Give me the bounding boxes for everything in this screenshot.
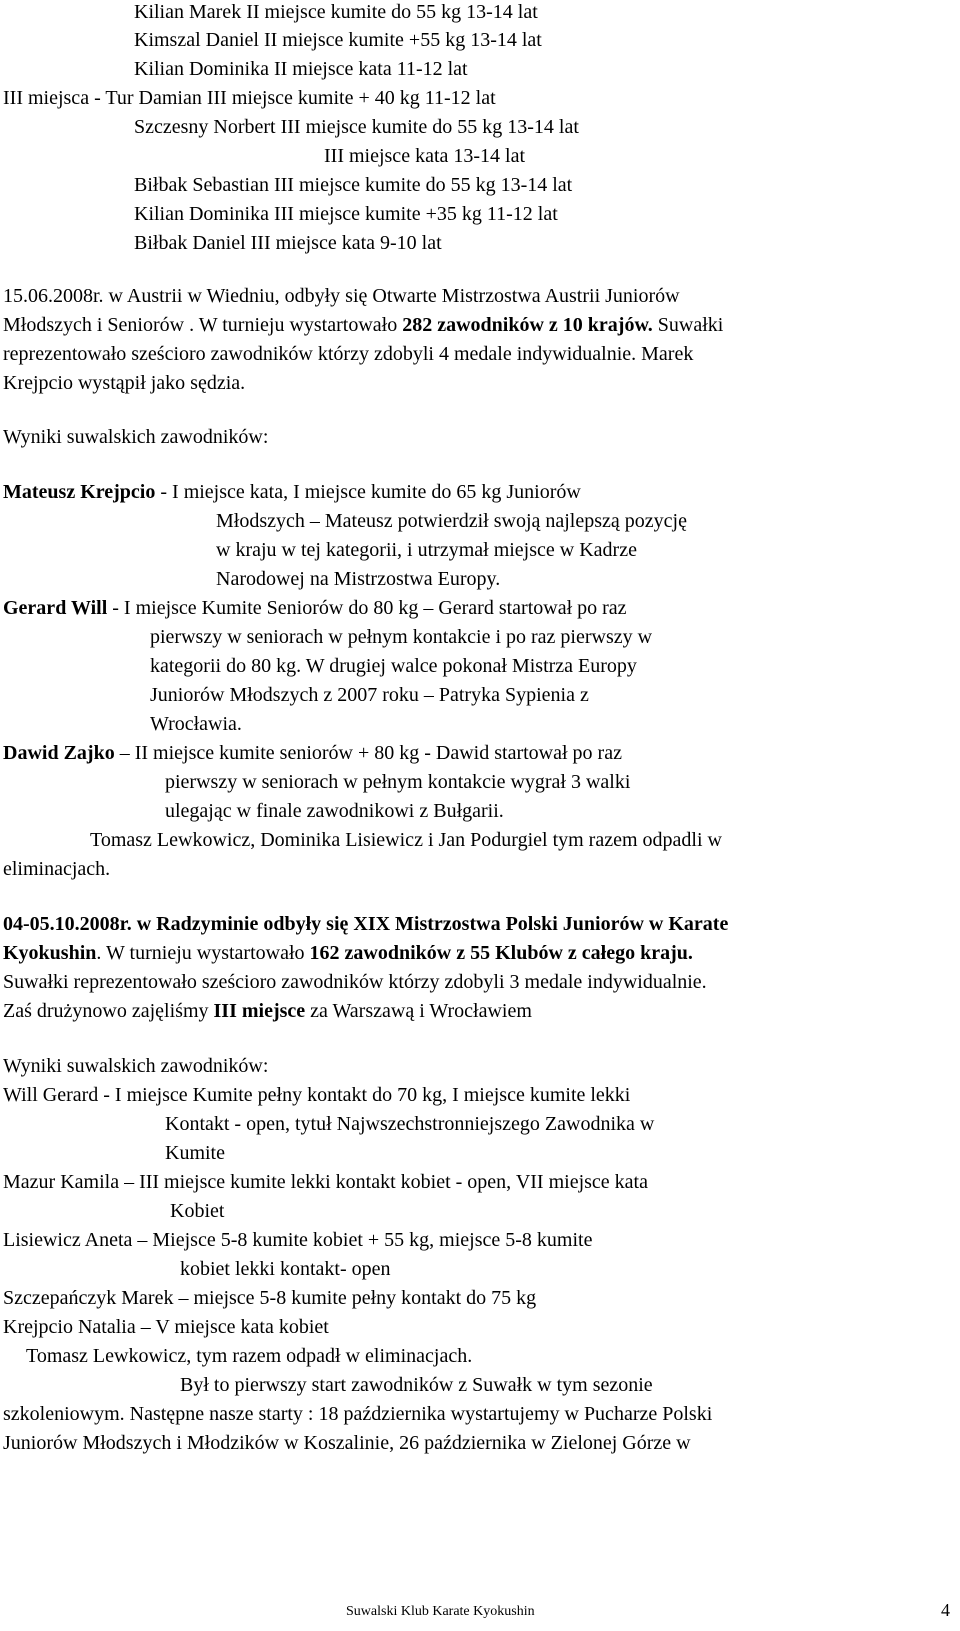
paragraph-line: szkoleniowym. Następne nasze starty : 18 października wystartujemy w Pucharze Polski: [3, 1403, 713, 1425]
result-entry-cont: Narodowej na Mistrzostwa Europy.: [216, 568, 501, 590]
paragraph-line: Zaś drużynowo zajęliśmy III miejsce za Warszawą i Wrocławiem: [3, 1000, 532, 1022]
result-entry-cont: Kumite: [165, 1142, 225, 1164]
page-number: 4: [941, 1600, 950, 1620]
section-title: 04-05.10.2008r. w Radzyminie odbyły się XIX Mistrzostwa Polski Juniorów w Karate: [3, 913, 729, 935]
paragraph-line: eliminacjach.: [3, 858, 111, 880]
result-entry: Lisiewicz Aneta – Miejsce 5-8 kumite kobiet + 55 kg, miejsce 5-8 kumite: [3, 1229, 593, 1251]
result-entry: Will Gerard - I miejsce Kumite pełny kontakt do 70 kg, I miejsce kumite lekki: [3, 1084, 631, 1106]
result-entry-cont: pierwszy w seniorach w pełnym kontakcie wygrał 3 walki: [165, 771, 631, 793]
paragraph-line: Młodszych i Seniorów . W turnieju wystartowało 282 zawodników z 10 krajów. Suwałki: [3, 314, 724, 336]
result-line: Kilian Dominika II miejsce kata 11-12 lat: [134, 58, 468, 80]
result-entry-cont: pierwszy w seniorach w pełnym kontakcie i po raz pierwszy w: [150, 626, 653, 648]
paragraph-line: reprezentowało sześcioro zawodników którzy zdobyli 4 medale indywidualnie. Marek: [3, 343, 694, 365]
results-heading: Wyniki suwalskich zawodników:: [3, 426, 269, 448]
result-entry-cont: kategorii do 80 kg. W drugiej walce pokonał Mistrza Europy: [150, 655, 637, 677]
result-line: III miejsce kata 13-14 lat: [324, 145, 526, 167]
result-entry-cont: ulegając w finale zawodnikowi z Bułgarii.: [165, 800, 504, 822]
result-line: Biłbak Sebastian III miejsce kumite do 55 kg 13-14 lat: [134, 174, 573, 196]
paragraph-line: Juniorów Młodszych i Młodzików w Koszalinie, 26 października w Zielonej Górze w: [3, 1432, 691, 1454]
result-entry-cont: w kraju w tej kategorii, i utrzymał miejsce w Kadrze: [216, 539, 637, 561]
result-entry-cont: Wrocławia.: [150, 713, 242, 735]
result-entry-cont: Kobiet: [170, 1200, 225, 1222]
page-footer: Suwalski Klub Karate Kyokushin: [346, 1604, 535, 1619]
results-heading: Wyniki suwalskich zawodników:: [3, 1055, 269, 1077]
result-entry: Mazur Kamila – III miejsce kumite lekki kontakt kobiet - open, VII miejsce kata: [3, 1171, 648, 1193]
paragraph-line: Tomasz Lewkowicz, tym razem odpadł w eliminacjach.: [26, 1345, 473, 1367]
result-line: III miejsca - Tur Damian III miejsce kumite + 40 kg 11-12 lat: [3, 87, 496, 109]
result-entry: Krejpcio Natalia – V miejsce kata kobiet: [3, 1316, 329, 1338]
result-line: Szczesny Norbert III miejsce kumite do 55 kg 13-14 lat: [134, 116, 579, 138]
paragraph-line: 15.06.2008r. w Austrii w Wiedniu, odbyły się Otwarte Mistrzostwa Austrii Juniorów: [3, 285, 680, 307]
result-entry: Dawid Zajko – II miejsce kumite seniorów + 80 kg - Dawid startował po raz: [3, 742, 622, 764]
result-entry: Gerard Will - I miejsce Kumite Seniorów do 80 kg – Gerard startował po raz: [3, 597, 627, 619]
result-entry-cont: Kontakt - open, tytuł Najwszechstronniejszego Zawodnika w: [165, 1113, 655, 1135]
result-entry: Mateusz Krejpcio - I miejsce kata, I miejsce kumite do 65 kg Juniorów: [3, 481, 581, 503]
result-line: Kimszal Daniel II miejsce kumite +55 kg 13-14 lat: [134, 29, 542, 51]
paragraph-line: Suwałki reprezentowało sześcioro zawodników którzy zdobyli 3 medale indywidualnie.: [3, 971, 707, 993]
paragraph-line: Kyokushin. W turnieju wystartowało 162 zawodników z 55 Klubów z całego kraju.: [3, 942, 693, 964]
paragraph-line: Krejpcio wystąpił jako sędzia.: [3, 372, 246, 394]
result-entry-cont: Juniorów Młodszych z 2007 roku – Patryka Sypienia z: [150, 684, 589, 706]
result-line: Kilian Marek II miejsce kumite do 55 kg 13-14 lat: [134, 1, 538, 23]
result-line: Biłbak Daniel III miejsce kata 9-10 lat: [134, 232, 442, 254]
result-line: Kilian Dominika III miejsce kumite +35 kg 11-12 lat: [134, 203, 558, 225]
paragraph-line: Był to pierwszy start zawodników z Suwałk w tym sezonie: [180, 1374, 653, 1396]
paragraph-line: Tomasz Lewkowicz, Dominika Lisiewicz i Jan Podurgiel tym razem odpadli w: [90, 829, 722, 851]
result-entry-cont: Młodszych – Mateusz potwierdził swoją najlepszą pozycję: [216, 510, 687, 532]
result-entry: Szczepańczyk Marek – miejsce 5-8 kumite pełny kontakt do 75 kg: [3, 1287, 537, 1309]
result-entry-cont: kobiet lekki kontakt- open: [180, 1258, 391, 1280]
